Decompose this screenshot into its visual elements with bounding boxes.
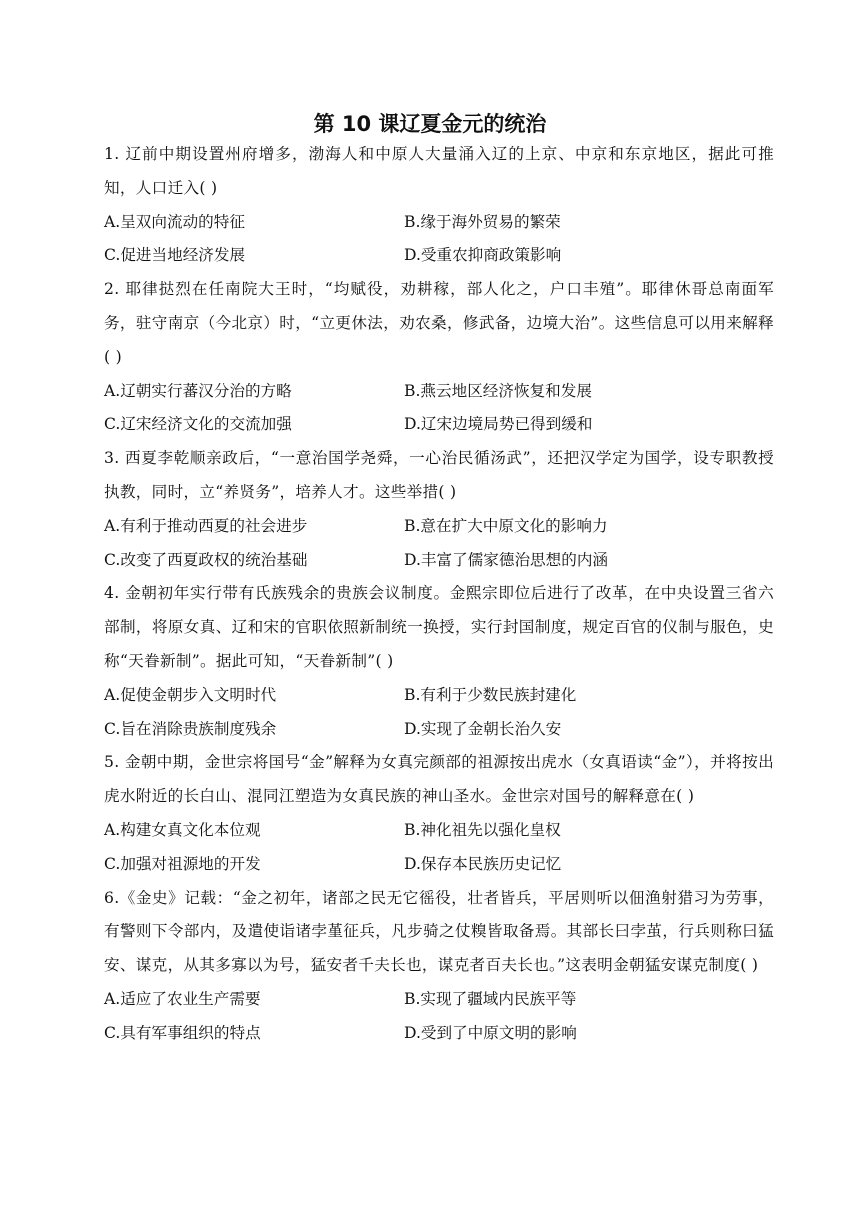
option-b: B.燕云地区经济恢复和发展: [404, 381, 592, 400]
option-row: [104, 848, 774, 882]
option-row: [104, 814, 774, 848]
option-a: A.有利于推动西夏的社会进步: [104, 516, 308, 535]
option-d: D.丰富了儒家德治思想的内涵: [404, 550, 609, 569]
option-row: [104, 1017, 774, 1051]
question-stem: 4. 金朝初年实行带有氏族残余的贵族会议制度。金熙宗即位后进行了改革，在中央设置三省六部制，将原女真、辽和宋的官职依照新制统一换授，实行封国制度，规定百官的仪制与服色，史称“天眷新制”。据此可知，“天眷新制”( ): [104, 584, 774, 670]
option-a: A.呈双向流动的特征: [104, 212, 245, 231]
option-c: C.改变了西夏政权的统治基础: [104, 550, 308, 569]
question-5: [104, 746, 774, 881]
option-d: D.保存本民族历史记忆: [404, 854, 562, 873]
option-row: [104, 206, 774, 240]
option-row: [104, 713, 774, 747]
question-3: [104, 442, 774, 577]
option-row: [104, 679, 774, 713]
question-stem: 1. 辽前中期设置州府增多，渤海人和中原人大量涌入辽的上京、中京和东京地区，据此可推知，人口迁入( ): [104, 145, 774, 197]
option-b: B.神化祖先以强化皇权: [404, 820, 561, 839]
option-b: B.意在扩大中原文化的影响力: [404, 516, 608, 535]
question-6: [104, 882, 774, 1051]
option-c: C.具有军事组织的特点: [104, 1023, 261, 1042]
question-stem: 5. 金朝中期，金世宗将国号“金”解释为女真完颜部的祖源按出虎水（女真语读“金”），并将按出虎水附近的长白山、混同江塑造为女真民族的神山圣水。金世宗对国号的解释意在( ): [104, 753, 774, 806]
option-d: D.实现了金朝长治久安: [404, 719, 562, 738]
option-row: [104, 375, 774, 409]
question-1: [104, 138, 774, 273]
option-row: [104, 239, 774, 273]
option-a: A.辽朝实行蕃汉分治的方略: [104, 381, 292, 400]
option-d: D.受到了中原文明的影响: [404, 1023, 577, 1042]
question-4: [104, 577, 774, 746]
page-title: 第 10 课辽夏金元的统治: [313, 112, 547, 136]
question-2: [104, 273, 774, 442]
option-c: C.辽宋经济文化的交流加强: [104, 415, 292, 434]
option-c: C.促进当地经济发展: [104, 246, 246, 265]
option-d: D.辽宋边境局势已得到缓和: [404, 415, 593, 434]
question-list: [104, 138, 774, 1051]
question-stem: 3. 西夏李乾顺亲政后，“一意治国学尧舜，一心治民循汤武”，还把汉学定为国学，设专职教授执教，同时，立“养贤务”，培养人才。这些举措( ): [104, 449, 774, 501]
option-b: B.缘于海外贸易的繁荣: [404, 212, 561, 231]
option-row: [104, 983, 774, 1017]
option-c: C.加强对祖源地的开发: [104, 854, 261, 873]
option-row: [104, 408, 774, 442]
question-stem: 6.《金史》记载：“金之初年，诸部之民无它徭役，壮者皆兵，平居则听以佃渔射猎习为劳事，有警则下令部内，及遣使诣诸孛堇征兵，凡步骑之仗糗皆取备焉。其部长曰孛茧，行兵则称曰猛安、谋克，从其多寡以为号，猛安者千夫长也，谋克者百夫长也。”这表明金朝猛安谋克制度( ): [104, 888, 774, 975]
option-row: [104, 544, 774, 578]
option-c: C.旨在消除贵族制度残余: [104, 719, 277, 738]
option-d: D.受重农抑商政策影响: [404, 246, 562, 265]
option-a: A.促使金朝步入文明时代: [104, 685, 277, 704]
question-stem: 2. 耶律挞烈在任南院大王时，“均赋役，劝耕稼，部人化之，户口丰殖”。耶律休哥总南面军务，驻守南京（今北京）时，“立更休法，劝农桑，修武备，边境大治”。这些信息可以用来解释( ): [104, 280, 774, 366]
option-row: [104, 510, 774, 544]
option-b: B.实现了疆域内民族平等: [404, 989, 577, 1008]
option-a: A.适应了农业生产需要: [104, 989, 261, 1008]
option-b: B.有利于少数民族封建化: [404, 685, 577, 704]
option-a: A.构建女真文化本位观: [104, 820, 261, 839]
